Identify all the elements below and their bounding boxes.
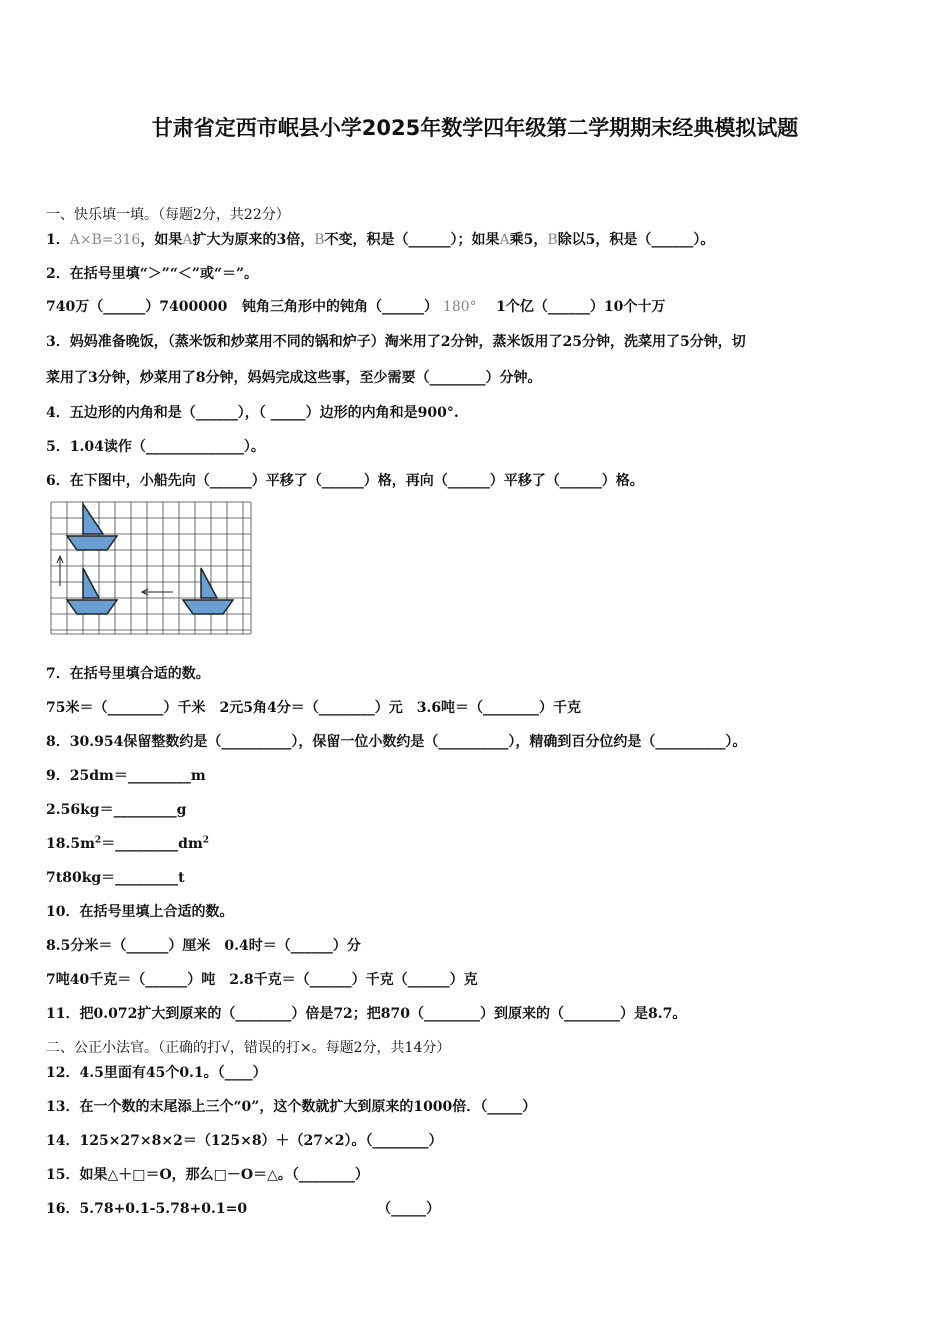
- question-8: 8．30.954保留整数约是（__________），保留一位小数约是（__________），精确到百分位约是（__________）。: [46, 734, 747, 750]
- question-2: 2．在括号里填“＞”“＜”或“＝”。: [46, 266, 259, 282]
- question-5: 5．1.04读作（______________）。: [46, 439, 265, 455]
- question-7: 7．在括号里填合适的数。: [46, 666, 210, 682]
- question-11: 11．把0.072扩大到原来的（________）倍是72；把870（________）到原来的（________）是8.7。: [46, 1006, 687, 1022]
- question-1: 1．A×B=316，如果A扩大为原来的3倍，B不变，积是（______）；如果A乘5，B除以5，积是（______）。: [46, 232, 715, 248]
- section-1-heading: 一、快乐填一填。（每题2分，共22分）: [46, 207, 290, 223]
- question-2-items: 740万（______）7400000 钝角三角形中的钝角（______） 180° 1个亿（______）10个十万: [46, 299, 666, 315]
- question-3-line1: 3．妈妈准备晚饭，（蒸米饭和炒菜用不同的锅和炉子）淘米用了2分钟，蒸米饭用了25分钟，洗菜用了5分钟，切: [46, 334, 746, 350]
- question-12: 12．4.5里面有45个0.1。（____）: [46, 1065, 267, 1081]
- boat-middle: [67, 568, 117, 614]
- question-7-items: 75米＝（________）千米 2元5角4分＝（________）元 3.6吨＝（________）千克: [46, 700, 582, 716]
- question-9c: $18.5m^2=\_\_\_\_\_\_\_\_\_dm^2$: [46, 835, 210, 852]
- question-3-line2: 菜用了3分钟，炒菜用了8分钟，妈妈完成这些事，至少需要（________）分钟。: [46, 370, 542, 386]
- question-15: 15．如果△＋□＝O，那么□－O＝△。（________）: [46, 1167, 369, 1183]
- question-9a: 9．25dm＝_________m: [46, 768, 206, 784]
- question-9b: 2.56kg＝_________g: [46, 802, 187, 818]
- arrow-left-icon: [142, 589, 173, 595]
- section-2-heading: 二、公正小法官。（正确的打√，错误的打×。每题2分，共14分）: [46, 1040, 451, 1056]
- question-6: 6．在下图中，小船先向（______）平移了（______）格，再向（______）平移了（______）格。: [46, 473, 644, 489]
- question-16: 16．5.78+0.1-5.78+0.1=0 （_____）: [46, 1201, 441, 1217]
- boat-right: [183, 568, 233, 614]
- question-14: 14．125×27×8×2＝（125×8）＋（27×2）。（________）: [46, 1133, 443, 1149]
- question-10b: 7吨40千克＝（______）吨 2.8千克＝（______）千克（______）克: [46, 972, 478, 988]
- question-9d: 7t80kg＝_________t: [46, 870, 185, 886]
- question-4: 4．五边形的内角和是（______），（ _____）边形的内角和是900°.: [46, 405, 459, 421]
- question-10a: 8.5分米＝（______）厘米 0.4时＝（______）分: [46, 938, 361, 954]
- boat-top: [67, 504, 117, 550]
- page-title: 甘肃省定西市岷县小学2025年数学四年级第二学期期末经典模拟试题: [151, 116, 799, 140]
- boat-grid-figure: [50, 498, 255, 640]
- arrow-up-icon: [57, 556, 63, 586]
- question-10: 10．在括号里填上合适的数。: [46, 904, 234, 920]
- question-13: 13．在一个数的末尾添上三个“0”，这个数就扩大到原来的1000倍．（_____）: [46, 1099, 537, 1115]
